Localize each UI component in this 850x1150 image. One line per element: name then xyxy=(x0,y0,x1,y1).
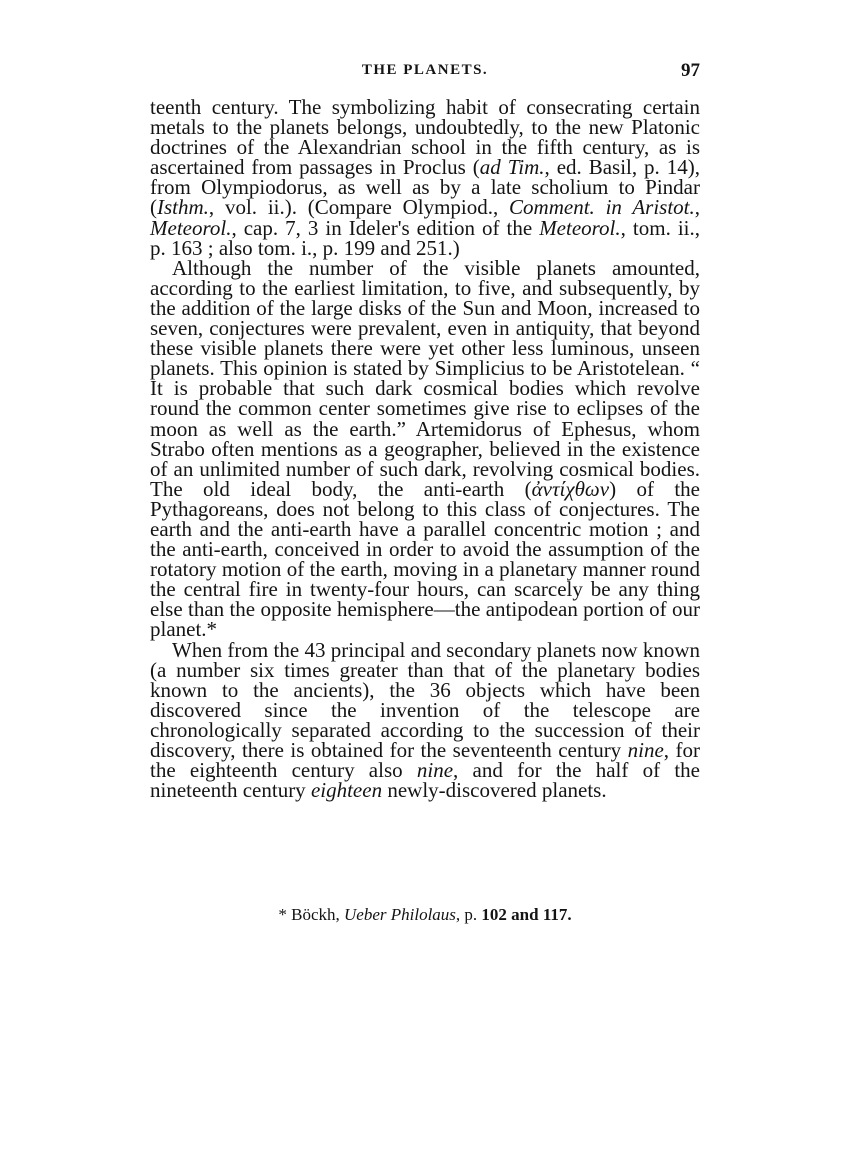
italic-text: Meteorol. xyxy=(150,215,232,240)
text-run: Although the number of the visible planets amounted, according to the earliest limitation, to five, and subsequently, by the addition of the large disks of the Sun and Moon, increased to seven, conjectures were prevalent, even in antiquity, that beyond these visible planets there were yet other less luminous, unseen planets. This opinion is stated by Simplicius to be Aristotelean. “ It is probable that such dark cosmical bodies which revolve round the common center sometimes give rise to eclipses of the moon as well as the earth.” Artemidorus of Ephesus, whom Strabo often mentions as a geographer, believed in the existence of an unlimited number of such dark, revolving cosmical bodies. The old ideal body, the anti-earth ( xyxy=(150,255,700,501)
footnote-marker: * Böckh, xyxy=(278,905,344,924)
text-run: newly-discovered planets. xyxy=(382,778,607,803)
italic-text: eighteen xyxy=(310,778,383,803)
paragraph xyxy=(150,255,700,642)
text-run: , ed. Basil, p. 14), from Olympiodorus, as well as by a late scholium to Pindar ( xyxy=(150,155,700,220)
text-run: When from the 43 principal and secondary planets now known (a number six times greater than that of the planetary bodies known to the ancients), the 36 objects which have been discovered since the invention of the telescope are chronologically separated according to the succession of their discovery, there is obtained for the seventeenth century xyxy=(150,637,700,762)
text-run: ) of the Pythagoreans, does not belong to this class of conjectures. The earth and the anti-earth have a parallel concentric motion ; and the anti-earth, conceived in order to avoid the assumption of the rotatory motion of the earth, moving in a planetary manner round the central fire in twenty-four hours, can scarcely be any thing else than the opposite hemisphere—the antipodean portion of our planet.* xyxy=(150,476,700,642)
paragraph xyxy=(150,97,700,258)
text-run: teenth century. The symbolizing habit of consecrating certain metals to the planets belongs, undoubtedly, to the new Platonic doctrines of the Alexandrian school in the fifth century, as is ascertained from passages in Proclus ( xyxy=(150,95,700,180)
running-title: THE PLANETS. xyxy=(361,62,489,78)
text-run: , tom. ii., p. 163 ; also tom. i., p. 199 and 251.) xyxy=(150,215,701,260)
text-run: , xyxy=(694,195,700,220)
italic-text: Isthm. xyxy=(157,195,209,220)
paragraph xyxy=(150,637,700,803)
footnote xyxy=(150,904,700,926)
italic-text: ἀντίχθων xyxy=(531,476,610,501)
text-run: , and for the half of the nineteenth century xyxy=(150,758,700,803)
footnote-pages: 102 and 117. xyxy=(481,905,572,924)
italic-text: nine xyxy=(416,758,454,783)
text-run: , vol. ii.). (Compare Olympiod., xyxy=(208,195,510,220)
page-number: 97 xyxy=(681,60,700,81)
italic-text: ad Tim. xyxy=(479,155,545,180)
italic-text: Comment. in Aristot. xyxy=(509,195,695,220)
body-text xyxy=(150,95,701,803)
footnote-page-label: , p. xyxy=(455,905,482,924)
italic-text: nine xyxy=(627,738,664,762)
text-run: , cap. 7, 3 in Ideler's edition of the xyxy=(231,215,540,240)
text-run: , for the eighteenth century also xyxy=(150,738,700,783)
italic-text: Meteorol. xyxy=(539,215,621,240)
footnote-work-title: Ueber Philolaus xyxy=(344,905,456,924)
running-head xyxy=(150,62,700,86)
